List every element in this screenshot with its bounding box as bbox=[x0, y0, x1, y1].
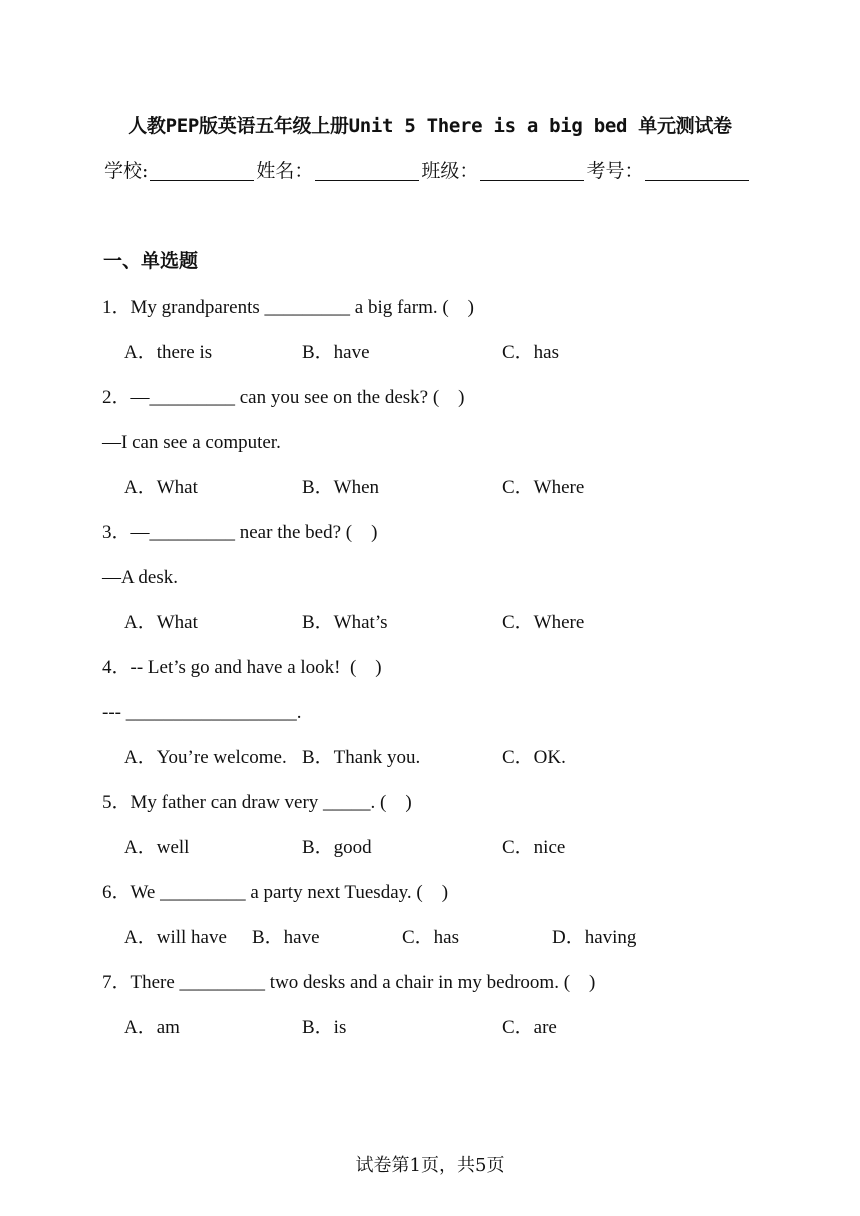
question-2-option-b: B．When bbox=[302, 477, 380, 498]
page-title: 人教PEP版英语五年级上册Unit 5 There is a big bed 单元测试卷 bbox=[128, 115, 732, 137]
question-7-option-b: B．is bbox=[302, 1017, 347, 1038]
question-1-option-c: C．has bbox=[502, 342, 560, 363]
school-label: 学校: bbox=[104, 160, 149, 182]
question-3-option-c: C．Where bbox=[502, 612, 585, 633]
question-4-reply: --- __________________. bbox=[102, 702, 302, 723]
name-label: 姓名： bbox=[256, 160, 314, 182]
question-6-option-d: D．having bbox=[552, 927, 637, 948]
class-blank bbox=[480, 160, 584, 181]
name-blank bbox=[315, 160, 419, 181]
page-footer: 试卷第1页，共5页 bbox=[355, 1155, 505, 1176]
question-7-option-c: C．are bbox=[502, 1017, 557, 1038]
question-3-option-a: A．What bbox=[124, 612, 198, 633]
question-5-option-b: B．good bbox=[302, 837, 372, 858]
question-4-option-b: B．Thank you. bbox=[302, 747, 421, 768]
number-label: 考号： bbox=[586, 160, 644, 182]
question-2-option-c: C．Where bbox=[502, 477, 585, 498]
question-3-reply: —A desk. bbox=[102, 567, 178, 588]
question-6-option-c: C．has bbox=[402, 927, 460, 948]
section-heading: 一、单选题 bbox=[103, 250, 199, 272]
question-2-option-a: A．What bbox=[124, 477, 198, 498]
question-3-stem: 3．—_________ near the bed? ( ) bbox=[102, 522, 378, 543]
question-4-option-a: A．You’re welcome. bbox=[124, 747, 287, 768]
question-7-stem: 7．There _________ two desks and a chair in my bedroom. ( ) bbox=[102, 972, 596, 993]
question-7-option-a: A．am bbox=[124, 1017, 180, 1038]
question-2-reply: —I can see a computer. bbox=[102, 432, 281, 453]
question-1-option-b: B．have bbox=[302, 342, 370, 363]
question-3-option-b: B．What’s bbox=[302, 612, 388, 633]
question-5-option-c: C．nice bbox=[502, 837, 566, 858]
question-6-stem: 6．We _________ a party next Tuesday. ( ) bbox=[102, 882, 449, 903]
question-1-stem: 1．My grandparents _________ a big farm. ( ) bbox=[102, 297, 475, 318]
question-5-stem: 5．My father can draw very _____. ( ) bbox=[102, 792, 412, 813]
question-4-option-c: C．OK. bbox=[502, 747, 566, 768]
question-6-option-a: A．will have bbox=[124, 927, 227, 948]
class-label: 班级： bbox=[421, 160, 479, 182]
question-1-option-a: A．there is bbox=[124, 342, 213, 363]
question-2-stem: 2．—_________ can you see on the desk? ( ) bbox=[102, 387, 465, 408]
question-4-stem: 4．-- Let’s go and have a look! ( ) bbox=[102, 657, 382, 678]
school-blank bbox=[150, 160, 254, 181]
question-6-option-b: B．have bbox=[252, 927, 320, 948]
question-5-option-a: A．well bbox=[124, 837, 190, 858]
student-info-row bbox=[104, 160, 751, 181]
number-blank bbox=[645, 160, 749, 181]
